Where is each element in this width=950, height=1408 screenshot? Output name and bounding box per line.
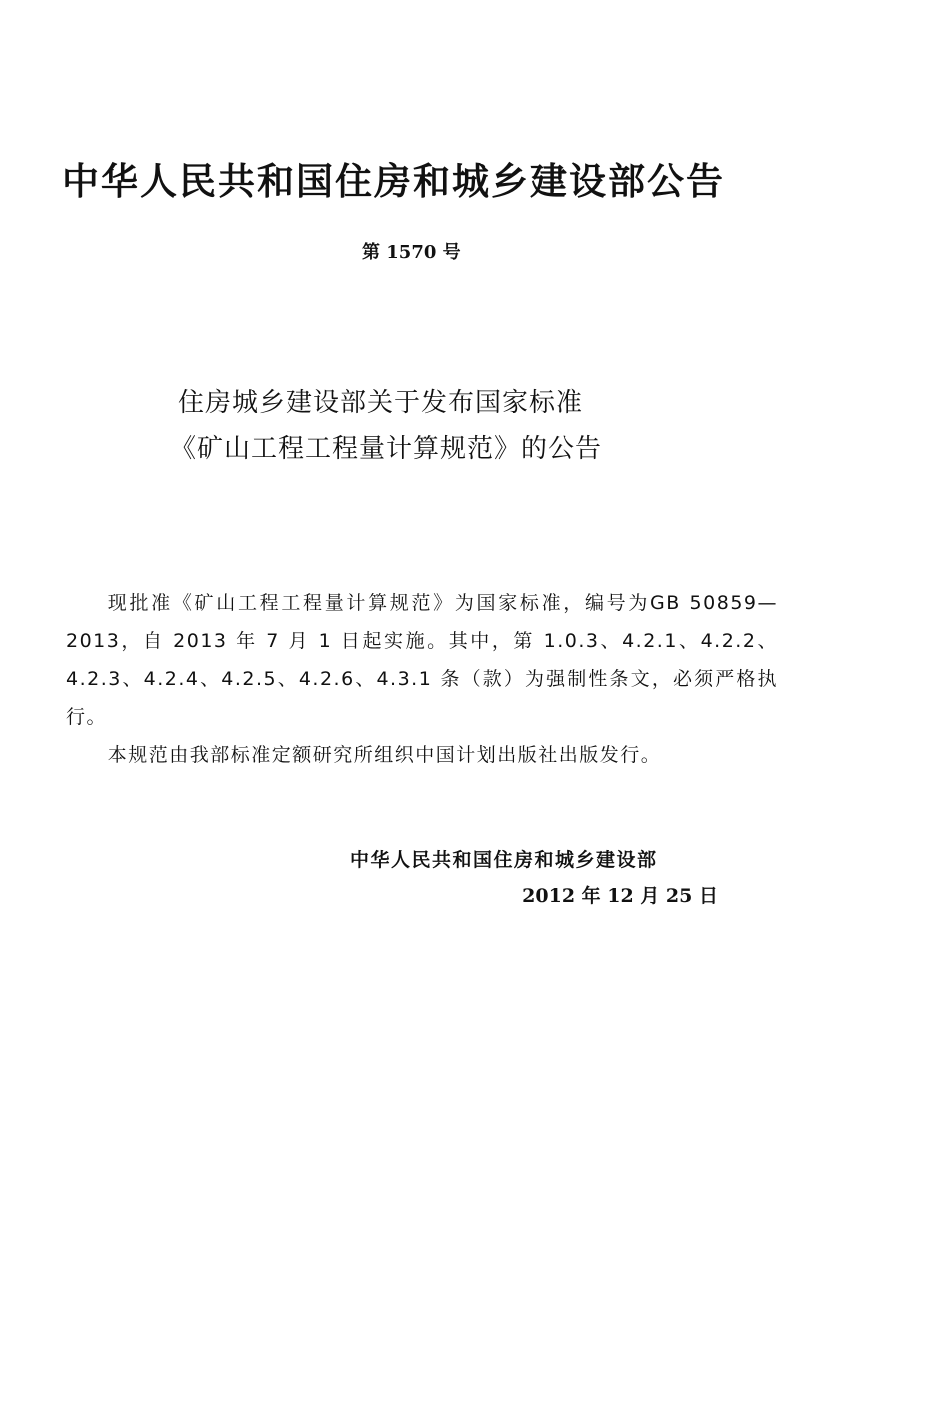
body-paragraph-1: 现批准《矿山工程工程量计算规范》为国家标准，编号为GB 50859—2013，自 2013 年 7 月 1 日起实施。其中，第 1.0.3、4.2.1、4.2.2、4.2.3、4.2.4、4.2.5、4.2.6、4.3.1 条（款）为强制性条文，必须严格执行。 — [66, 592, 778, 728]
signature-block — [350, 842, 730, 914]
issue-date: 2012 年 12 月 25 日 — [522, 885, 718, 907]
notice-number: 第 1570 号 — [362, 242, 461, 263]
issuing-department: 中华人民共和国住房和城乡建设部 — [350, 849, 658, 871]
page-title: 中华人民共和国住房和城乡建设部公告 — [62, 160, 725, 203]
subtitle-line-1: 住房城乡建设部关于发布国家标准 — [178, 388, 584, 418]
subtitle-line-2: 《矿山工程工程量计算规范》的公告 — [170, 434, 603, 464]
body-paragraph-2: 本规范由我部标准定额研究所组织中国计划出版社出版发行。 — [107, 744, 662, 766]
announcement-subtitle — [170, 380, 738, 472]
announcement-body — [66, 584, 778, 774]
